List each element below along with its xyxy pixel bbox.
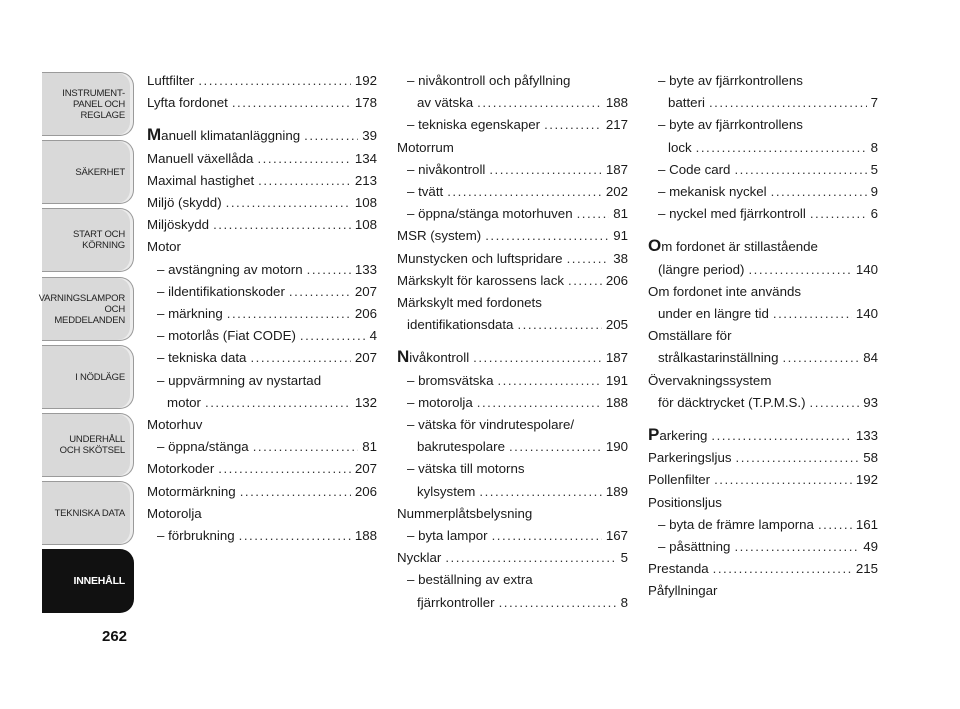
dot-leader [257,148,350,170]
entry-term [648,514,814,536]
entry-term [648,469,710,491]
entry-page[interactable]: 188 [605,394,628,410]
entry-text: – ildentifikationskoder [157,283,285,299]
index-entry [147,124,377,147]
entry-term [397,92,473,114]
entry-text: batteri [668,95,705,111]
index-entry [397,436,628,458]
index-entry [397,92,628,114]
index-entry [648,159,878,181]
entry-text: Motor [147,239,181,255]
index-entry [648,92,878,114]
initial-letter: N [397,347,410,367]
dot-leader [497,370,601,392]
index-column-1 [147,70,377,547]
entry-text: ivåkontroll [409,350,470,366]
index-entry [147,92,377,114]
entry-text: Prestanda [648,561,709,577]
dot-leader [567,248,610,270]
initial-letter: M [147,125,162,145]
entry-text: identifikationsdata [407,317,514,333]
entry-text: – påsättning [658,539,731,555]
entry-text: Miljöskydd [147,217,210,233]
entry-term [147,70,194,92]
dot-leader [289,281,351,303]
entry-term [147,458,214,480]
dot-leader [253,436,359,458]
entry-text: Maximal hastighet [147,172,255,188]
entry-text: Motorkoder [147,461,215,477]
entry-term [147,347,246,369]
dot-leader [736,447,860,469]
index-entry [648,392,878,414]
entry-page[interactable]: 187 [605,350,628,366]
entry-page[interactable]: 5 [620,550,628,566]
entry-text: Manuell växellåda [147,150,254,166]
dot-leader [218,458,351,480]
entry-page[interactable]: 108 [354,217,377,233]
index-heading [648,370,878,392]
dot-leader [477,92,602,114]
index-entry [648,447,878,469]
entry-text: under en längre tid [658,306,769,322]
index-entry [648,137,878,159]
tab-tekniska-data[interactable]: TEKNISKA DATA [42,481,134,545]
index-column-2 [397,70,628,614]
dot-leader [818,514,852,536]
entry-page[interactable]: 190 [605,439,628,455]
index-entry [397,370,628,392]
entry-text: – vätska för vindrutespolare/ [407,417,575,433]
dot-leader [489,159,601,181]
dot-leader [226,192,351,214]
dot-leader [232,92,351,114]
dot-leader [713,558,852,580]
index-heading [397,414,628,436]
entry-term [648,137,692,159]
index-entry [648,424,878,447]
entry-term [397,314,513,336]
dot-leader [477,392,602,414]
entry-page[interactable]: 133 [354,261,377,277]
entry-term [397,525,488,547]
entry-page[interactable]: 140 [855,306,878,322]
entry-page[interactable]: 9 [870,184,878,200]
index-entry [147,436,377,458]
entry-page[interactable]: 132 [354,394,377,410]
entry-text: för däcktrycket (T.P.M.S.) [658,394,806,410]
index-heading [648,492,878,514]
entry-page[interactable]: 192 [354,73,377,88]
entry-term [397,346,469,369]
entry-text: Motormärkning [147,483,236,499]
entry-text: av vätska [417,95,474,111]
entry-page[interactable]: 6 [870,206,878,222]
entry-text: strålkastarinställning [658,350,779,366]
index-entry [397,203,628,225]
entry-page[interactable]: 189 [605,483,628,499]
entry-text: Nummerplåtsbelysning [397,505,533,521]
dot-leader [473,347,602,369]
index-heading [648,325,878,347]
entry-term [147,392,201,414]
dot-leader [696,137,867,159]
index-entry [397,392,628,414]
dot-leader [577,203,610,225]
entry-page[interactable]: 207 [354,283,377,299]
entry-page[interactable]: 134 [354,150,377,166]
tab-i-nodlage[interactable]: I NÖDLÄGE [42,345,134,409]
index-heading [648,235,878,258]
index-entry [147,70,377,92]
index-heading [397,503,628,525]
dot-leader [198,70,351,92]
entry-text: – nyckel med fjärrkontroll [658,206,806,222]
entry-term [147,170,254,192]
entry-page[interactable]: 167 [605,528,628,544]
entry-term [147,148,253,170]
entry-page[interactable]: 93 [863,394,878,410]
dot-leader [509,436,602,458]
dot-leader [714,469,852,491]
index-entry [147,481,377,503]
entry-text: MSR (system) [397,228,482,244]
index-entry [397,114,628,136]
index-heading [147,370,377,392]
index-column-3 [648,70,878,603]
entry-term [397,114,540,136]
entry-text: – tvätt [407,184,444,200]
entry-text: – byte av fjärrkontrollens [658,73,803,88]
entry-text: Märkskylt för karossens lack [397,272,564,288]
dot-leader [258,170,351,192]
dot-leader [492,525,602,547]
entry-term [147,325,296,347]
entry-page[interactable]: 133 [855,428,878,444]
entry-text: motor [167,394,201,410]
index-heading [397,137,628,159]
entry-term [397,181,443,203]
entry-page[interactable]: 8 [620,594,628,610]
entry-term [648,536,730,558]
entry-term [147,481,236,503]
entry-text: Positionsljus [648,494,722,510]
dot-leader [445,547,616,569]
entry-term [397,270,564,292]
entry-text: Motorrum [397,139,454,155]
entry-text: Luftfilter [147,73,195,88]
entry-text: – motorlås (Fiat CODE) [157,328,296,344]
entry-page[interactable]: 38 [613,250,628,266]
index-entry [397,592,628,614]
entry-text: Om fordonet inte används [648,283,802,299]
entry-page[interactable]: 206 [605,272,628,288]
entry-term [648,447,732,469]
dot-leader [250,347,350,369]
dot-leader [239,525,351,547]
entry-page[interactable]: 81 [362,439,377,455]
index-entry [147,214,377,236]
dot-leader [499,592,617,614]
index-entry [397,346,628,369]
entry-page[interactable]: 213 [354,172,377,188]
entry-text: Munstycken och luftspridare [397,250,563,266]
entry-term [397,203,573,225]
index-entry [147,347,377,369]
dot-leader [544,114,602,136]
dot-leader [304,125,358,147]
dot-leader [485,225,609,247]
index-heading [648,580,878,602]
index-heading [648,114,878,136]
entry-text: – beställning av extra [407,572,533,588]
index-heading [147,414,377,436]
entry-text: – tekniska egenskaper [407,117,541,133]
entry-page[interactable]: 84 [863,350,878,366]
entry-text: – motorolja [407,394,473,410]
index-heading [648,281,878,303]
index-entry [147,170,377,192]
entry-text: – Code card [658,161,731,177]
index-heading [648,70,878,92]
dot-leader [709,92,867,114]
tab-innehall[interactable]: INNEHÅLL [42,549,134,613]
entry-text: kylsystem [417,483,476,499]
dot-leader [517,314,601,336]
dot-leader [773,303,852,325]
entry-page[interactable]: 207 [354,461,377,477]
entry-page[interactable]: 188 [354,528,377,544]
entry-term [397,159,485,181]
entry-page[interactable]: 5 [870,161,878,177]
entry-text: (längre period) [658,261,745,277]
entry-page[interactable]: 217 [605,117,628,133]
index-entry [147,525,377,547]
entry-page[interactable]: 49 [863,539,878,555]
entry-term [648,303,769,325]
entry-term [147,303,223,325]
entry-page[interactable]: 206 [354,306,377,322]
entry-term [648,92,705,114]
entry-text: Lyfta fordonet [147,95,228,111]
index-entry [147,259,377,281]
entry-text: Omställare för [648,328,732,344]
tab-start-och-korning[interactable]: START OCH KÖRNING [42,208,134,272]
entry-page[interactable]: 187 [605,161,628,177]
page-number: 262 [102,628,128,645]
entry-text: arkering [659,428,708,444]
index-entry [648,303,878,325]
entry-text: – nivåkontroll [407,161,486,177]
dot-leader [307,259,351,281]
entry-page[interactable]: 7 [870,95,878,111]
index-entry [648,259,878,281]
index-heading [147,503,377,525]
dot-leader [479,481,601,503]
entry-term [147,92,228,114]
entry-term [648,181,767,203]
entry-text: – mekanisk nyckel [658,184,767,200]
index-entry [648,514,878,536]
index-entry [397,159,628,181]
dot-leader [771,181,867,203]
entry-page[interactable]: 178 [354,95,377,111]
entry-text: – nivåkontroll och påfyllning [407,73,571,88]
index-entry [147,458,377,480]
entry-text: lock [668,139,692,155]
entry-term [648,159,730,181]
entry-text: – förbrukning [157,528,235,544]
dot-leader [227,303,351,325]
dot-leader [734,159,866,181]
dot-leader [447,181,602,203]
entry-text: bakrutespolare [417,439,505,455]
dot-leader [240,481,351,503]
index-entry [147,148,377,170]
entry-term [397,225,481,247]
entry-term [147,259,303,281]
index-entry [397,481,628,503]
entry-page[interactable]: 8 [870,139,878,155]
entry-text: – byta de främre lamporna [658,516,814,532]
entry-text: – byte av fjärrkontrollens [658,117,803,133]
entry-page[interactable]: 207 [354,350,377,366]
entry-term [648,558,709,580]
index-entry [397,270,628,292]
entry-term [397,592,495,614]
dot-leader [568,270,602,292]
dot-leader [300,325,366,347]
entry-page[interactable]: 161 [855,516,878,532]
tab-varningslampor[interactable]: VARNINGSLAMPOR OCH MEDDELANDEN [42,277,134,341]
dot-leader [748,259,851,281]
index-heading [397,70,628,92]
index-entry [648,181,878,203]
tab-instrumentpanel[interactable]: INSTRUMENT- PANEL OCH REGLAGE [42,72,134,136]
entry-text: Pollenfilter [648,472,711,488]
entry-page[interactable]: 191 [605,372,628,388]
entry-text: – öppna/stänga [157,439,249,455]
entry-text: Märkskylt med fordonets [397,295,542,311]
entry-term [648,203,806,225]
entry-text: Motorolja [147,505,202,521]
index-entry [397,547,628,569]
index-entry [397,525,628,547]
entry-page[interactable]: 140 [855,261,878,277]
entry-text: – byta lampor [407,528,488,544]
entry-term [648,392,806,414]
tab-underhall[interactable]: UNDERHÅLL OCH SKÖTSEL [42,413,134,477]
entry-term [147,214,209,236]
entry-text: Påfyllningar [648,583,718,599]
entry-term [648,424,707,447]
index-entry [397,181,628,203]
index-entry [648,558,878,580]
index-entry [648,469,878,491]
entry-page[interactable]: 108 [354,195,377,211]
index-entry [147,192,377,214]
index-entry [648,536,878,558]
index-heading [397,569,628,591]
entry-term [397,547,441,569]
entry-text: Övervakningssystem [648,372,772,388]
dot-leader [810,203,867,225]
entry-term [147,124,300,147]
entry-text: – tekniska data [157,350,247,366]
entry-text: Parkeringsljus [648,450,732,466]
entry-term [648,347,778,369]
entry-text: Miljö (skydd) [147,195,222,211]
index-entry [648,203,878,225]
index-entry [648,347,878,369]
index-entry [147,392,377,414]
entry-page[interactable]: 58 [863,450,878,466]
entry-text: Nycklar [397,550,442,566]
tab-sakerhet[interactable]: SÄKERHET [42,140,134,204]
entry-text: – vätska till motorns [407,461,525,477]
entry-page[interactable]: 39 [362,128,377,144]
entry-page[interactable]: 81 [613,206,628,222]
entry-page[interactable]: 192 [855,472,878,488]
entry-term [147,281,285,303]
initial-letter: P [648,425,660,445]
dot-leader [205,392,351,414]
entry-page[interactable]: 205 [605,317,628,333]
entry-term [147,436,249,458]
index-heading [397,458,628,480]
initial-letter: O [648,236,662,256]
entry-text: – uppvärmning av nystartad [157,372,322,388]
entry-page[interactable]: 91 [613,228,628,244]
index-entry [397,225,628,247]
entry-term [648,259,744,281]
entry-page[interactable]: 188 [605,95,628,111]
entry-text: – märkning [157,306,223,322]
entry-term [397,392,473,414]
entry-term [397,481,475,503]
entry-term [147,525,235,547]
entry-text: – bromsvätska [407,372,494,388]
dot-leader [734,536,859,558]
index-entry [397,314,628,336]
entry-page[interactable]: 202 [605,184,628,200]
entry-text: Motorhuv [147,417,203,433]
dot-leader [810,392,860,414]
index-entry [147,303,377,325]
index-entry [147,325,377,347]
entry-term [397,436,505,458]
dot-leader [782,347,859,369]
dot-leader [711,425,851,447]
entry-page[interactable]: 206 [354,483,377,499]
dot-leader [213,214,351,236]
index-entry [397,248,628,270]
entry-term [397,370,493,392]
entry-text: m fordonet är stillastående [661,239,818,255]
entry-term [147,192,222,214]
index-heading [147,236,377,258]
entry-text: – öppna/stänga motorhuven [407,206,573,222]
entry-text: anuell klimatanläggning [161,128,301,144]
entry-text: – avstängning av motorn [157,261,303,277]
entry-term [397,248,563,270]
index-entry [147,281,377,303]
entry-text: fjärrkontroller [417,594,495,610]
index-heading [397,292,628,314]
entry-page[interactable]: 215 [855,561,878,577]
entry-page[interactable]: 4 [369,328,377,344]
